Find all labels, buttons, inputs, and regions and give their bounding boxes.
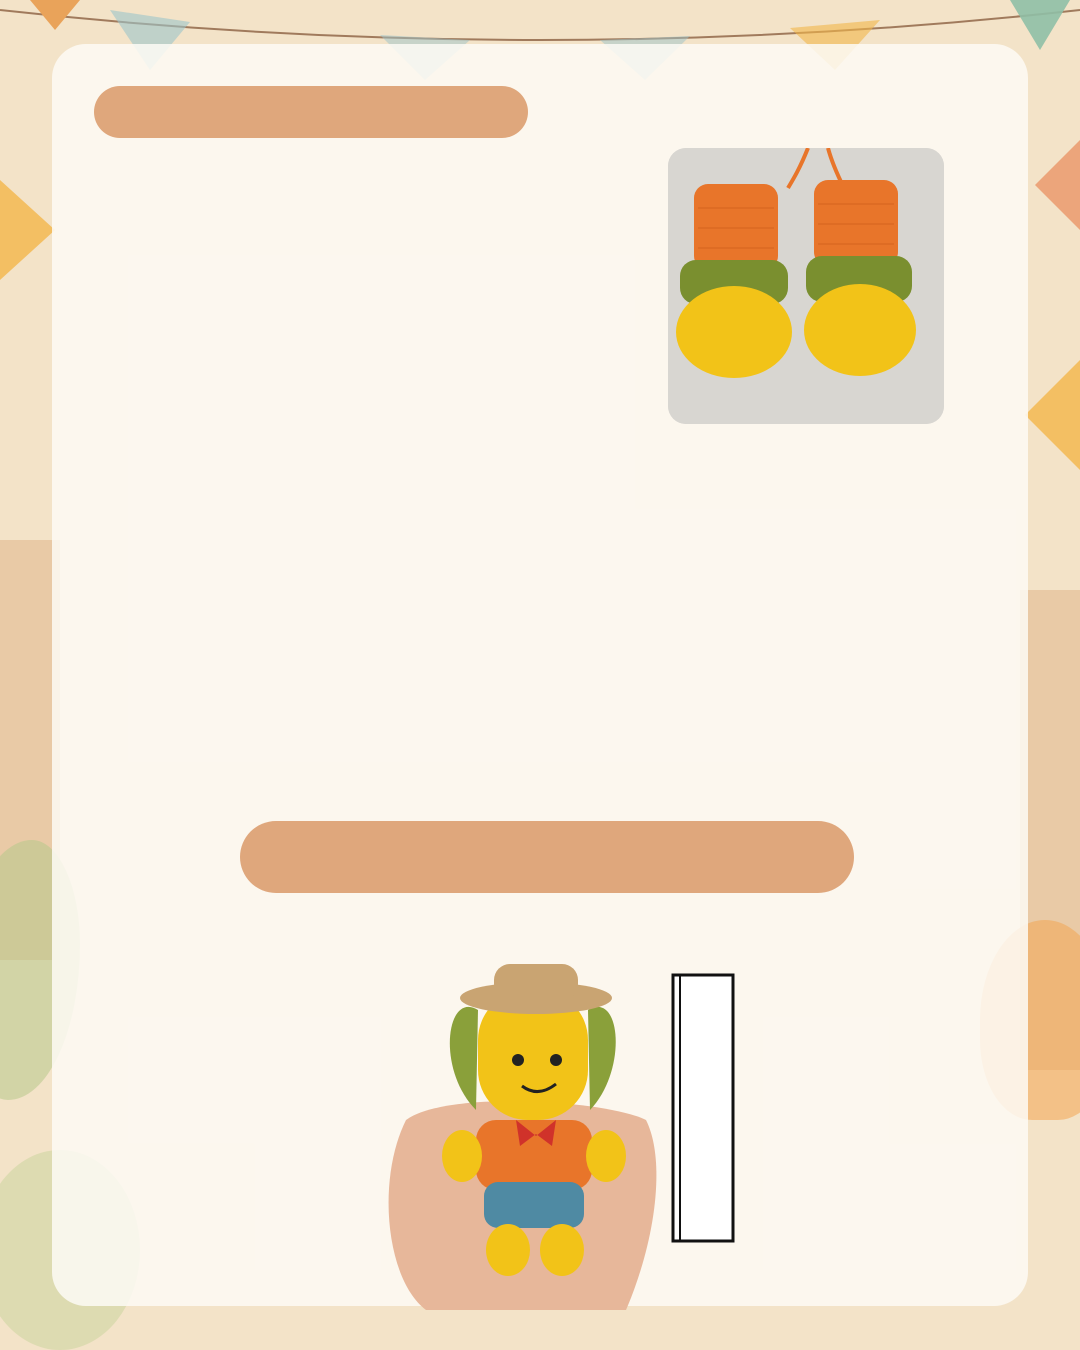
ready-banner (240, 821, 854, 893)
finished-amigurumi-photo (366, 920, 666, 1310)
ruler-size-label-wrap (734, 1048, 794, 1168)
arms-photo (668, 148, 944, 424)
section-title-banner (94, 86, 528, 138)
content-card (52, 44, 1028, 1306)
footer-credit (0, 1308, 1080, 1350)
crochet-arms-illustration (668, 148, 944, 424)
